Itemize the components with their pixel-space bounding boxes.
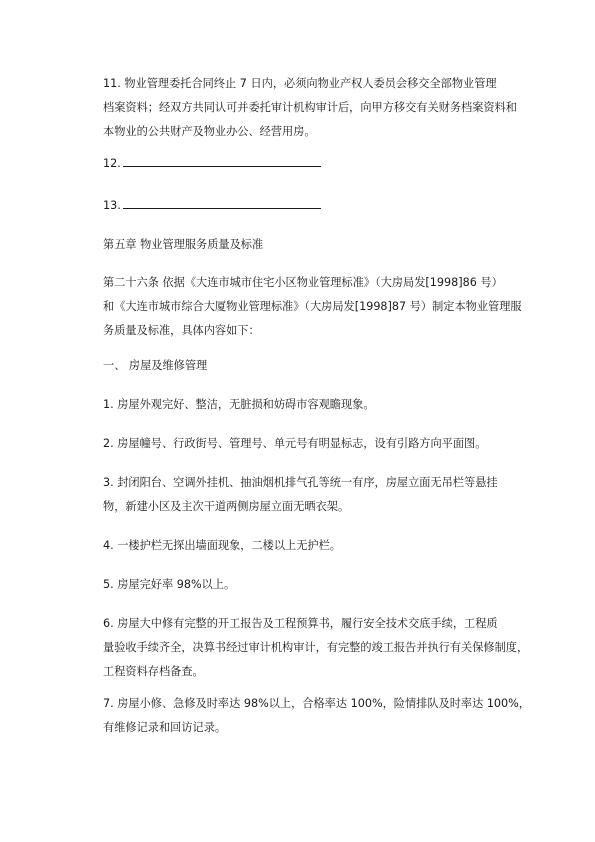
clause-12-blank[interactable] bbox=[123, 154, 321, 167]
article-26-line-3: 务质量及标准，具体内容如下： bbox=[103, 324, 260, 337]
item-3-line-1: 3. 封闭阳台、空调外挂机、抽油烟机排气孔等统一有序，房屋立面无吊栏等悬挂 bbox=[103, 476, 498, 489]
chapter-5-heading bbox=[103, 233, 543, 257]
item-6-line-1: 6. 房屋大中修有完整的开工报告及工程预算书，履行安全技术交底手续，工程质 bbox=[103, 617, 498, 630]
clause-11-line-2: 档案资料；经双方共同认可并委托审计机构审计后，向甲方移交有关财务档案资料和 bbox=[103, 101, 517, 114]
section-1-heading-text: 一、 房屋及维修管理 bbox=[103, 359, 208, 372]
item-5-line-1: 5. 房屋完好率 98%以上。 bbox=[103, 578, 236, 591]
list-item bbox=[103, 692, 543, 740]
clause-11-line-1: 11. 物业管理委托合同终止 7 日内，必须向物业产权人委员会移交全部物业管理 bbox=[103, 77, 497, 90]
item-6-line-3: 工程资料存档备查。 bbox=[103, 665, 204, 678]
clause-11 bbox=[103, 72, 543, 144]
item-3-line-2: 物，新建小区及主次干道两侧房屋立面无晒衣架。 bbox=[103, 500, 350, 513]
item-7-line-2: 有维修记录和回访记录。 bbox=[103, 721, 227, 734]
clause-13-number: 13. bbox=[103, 199, 121, 212]
clause-12 bbox=[103, 152, 543, 176]
list-item bbox=[103, 573, 543, 597]
item-1-line-1: 1. 房屋外观完好、整洁，无脏损和妨碍市容观瞻现象。 bbox=[103, 398, 375, 411]
item-7-line-1: 7. 房屋小修、急修及时率达 98%以上，合格率达 100%，险情排队及时率达 100%， bbox=[103, 697, 530, 710]
item-2-line-1: 2. 房屋幢号、行政街号、管理号、单元号有明显标志，设有引路方向平面图。 bbox=[103, 437, 487, 450]
article-26-line-1: 第二十六条 依据《大连市城市住宅小区物业管理标准》（大房局发[1998]86 号） bbox=[103, 276, 503, 289]
article-26 bbox=[103, 271, 543, 343]
clause-13-blank[interactable] bbox=[123, 196, 321, 209]
list-item bbox=[103, 534, 543, 558]
clause-12-number: 12. bbox=[103, 157, 121, 170]
list-item bbox=[103, 432, 543, 456]
item-6-line-2: 量验收手续齐全，决算书经过审计机构审计，有完整的竣工报告并执行有关保修制度， bbox=[103, 641, 529, 654]
list-item bbox=[103, 612, 543, 684]
clause-13 bbox=[103, 194, 543, 218]
section-1-heading bbox=[103, 354, 543, 378]
list-item bbox=[103, 393, 543, 417]
clause-11-line-3: 本物业的公共财产及物业办公、经营用房。 bbox=[103, 125, 316, 138]
item-4-line-1: 4. 一楼护栏无探出墙面现象，二楼以上无护栏。 bbox=[103, 539, 341, 552]
article-26-line-2: 和《大连市城市综合大厦物业管理标准》（大房局发[1998]87 号）制定本物业管理服 bbox=[103, 300, 522, 313]
chapter-5-heading-text: 第五章 物业管理服务质量及标准 bbox=[103, 238, 264, 251]
list-item bbox=[103, 471, 543, 519]
